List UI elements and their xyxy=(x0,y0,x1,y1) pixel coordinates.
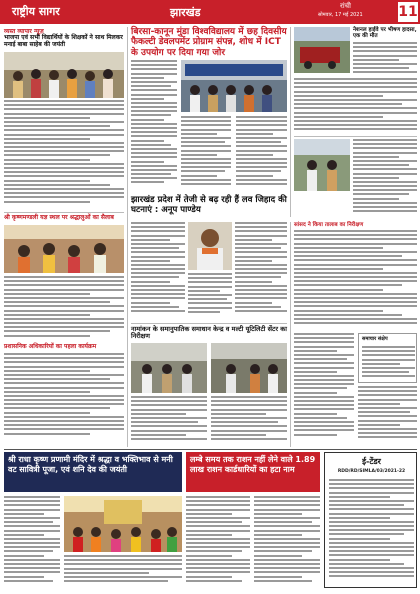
jharkhand-body-col-2 xyxy=(235,222,287,320)
right-lower-body-1 xyxy=(294,333,354,445)
midband-photo-1 xyxy=(131,343,207,393)
bottom-headline-1: श्री राधा कृष्ण प्रणामी मंदिर में श्रद्धा व भक्तिभाव से मनी वट सावित्री पूजा, एवं शनि देव की जयंती xyxy=(4,452,182,492)
right-top-photo xyxy=(294,27,350,73)
midband-headline: नामांकन के समानुपातिक समाधान केन्द्र व मल्टी यूटिलिटी सेंटर का निरीक्षण xyxy=(131,325,287,341)
sidebar-box xyxy=(358,333,417,383)
temple-photo xyxy=(64,496,182,552)
midband-photo-2 xyxy=(211,343,287,393)
jharkhand-body-col-3 xyxy=(188,273,232,320)
edition-date: सोमवार, 17 मई 2021 xyxy=(318,12,363,18)
divider xyxy=(4,449,417,450)
top-left-body xyxy=(4,100,124,210)
right-top-body xyxy=(294,78,417,134)
speaker-portrait xyxy=(188,222,232,270)
masthead xyxy=(0,0,420,24)
edition-city: रांची xyxy=(340,2,351,10)
jharkhand-headline: झारखंड प्रदेश में तेजी से बढ़ रही हैं लव जिहाद की घटनाएं : अनूप पाण्डेय xyxy=(131,195,287,215)
midband-body-1 xyxy=(131,396,207,446)
right-lower-body-2 xyxy=(358,386,417,445)
bottom-body-3 xyxy=(186,496,250,588)
right-mid-headline: सांसद ने किया तालाब का निरीक्षण xyxy=(294,222,364,228)
right-mid-body xyxy=(353,139,417,217)
main-body-col-2 xyxy=(181,116,231,192)
column-rule xyxy=(290,27,291,217)
right-mid-story-body xyxy=(294,230,417,330)
column-rule xyxy=(127,27,128,447)
main-headline: बिरसा-कानून मुंडा विश्वविद्यालय में छह दिवसीय फैकल्टी डेवलपमेंट प्रोग्राम संपन्न, शोध में ICT के उपयोग पर दिया गया जोर xyxy=(131,27,287,58)
page-number: 11 xyxy=(398,4,418,20)
top-left-kicker: व्यस्त व्यापार न्यूज़ xyxy=(4,28,44,35)
bottom-headline-2: लम्बे समय तक राशन नहीं लेने वाले 1.89 लाख राशन कार्डधारियों का हटा नाम xyxy=(186,452,320,492)
tender-body xyxy=(329,479,414,583)
tender-code: RDD/RD/SIMLA/03/2021-22 xyxy=(337,469,406,474)
left-mid-headline: श्री कृष्णमण्डली यज्ञ स्थल पर श्रद्धालुओं का सैलाब xyxy=(4,214,114,221)
section-title: झारखंड xyxy=(170,6,201,19)
main-body-col-1 xyxy=(131,60,177,190)
top-left-photo xyxy=(4,52,124,98)
sidebar-box-body xyxy=(362,346,415,380)
sidebar-box-title: समाचार संक्षेप xyxy=(362,336,388,342)
column-rule xyxy=(290,222,291,447)
divider xyxy=(4,212,124,213)
jharkhand-body-col-1 xyxy=(131,222,185,320)
main-body-col-3 xyxy=(236,116,287,192)
right-mid-photo xyxy=(294,139,350,191)
left-mid-photo xyxy=(4,225,124,273)
bottom-body-2 xyxy=(64,555,182,588)
bottom-body-4 xyxy=(254,496,320,588)
right-top-headline: नेशनल हाईवे पर भीषण हादसा, एक की मौत xyxy=(353,27,417,40)
left-lower-body xyxy=(4,353,124,441)
divider xyxy=(131,323,287,324)
newspaper-logo: राष्ट्रीय सागर xyxy=(12,5,60,18)
midband-body-2 xyxy=(211,396,287,446)
left-mid-body xyxy=(4,276,124,342)
right-top-summary xyxy=(353,42,417,76)
tender-title: ई-टेंडर xyxy=(362,457,381,466)
main-photo xyxy=(181,60,287,112)
tender-ad xyxy=(324,452,417,588)
top-left-headline: भाजपा एवं सभी विद्यार्थियों के शिक्षकों ने साथ मिलकर मनाई बाबा साहेब की जयंती xyxy=(4,34,123,48)
divider xyxy=(294,136,417,137)
bottom-body-1 xyxy=(4,496,60,588)
left-lower-headline: प्रशासनिक अधिकारियों का पहला कार्यक्रम xyxy=(4,343,97,350)
